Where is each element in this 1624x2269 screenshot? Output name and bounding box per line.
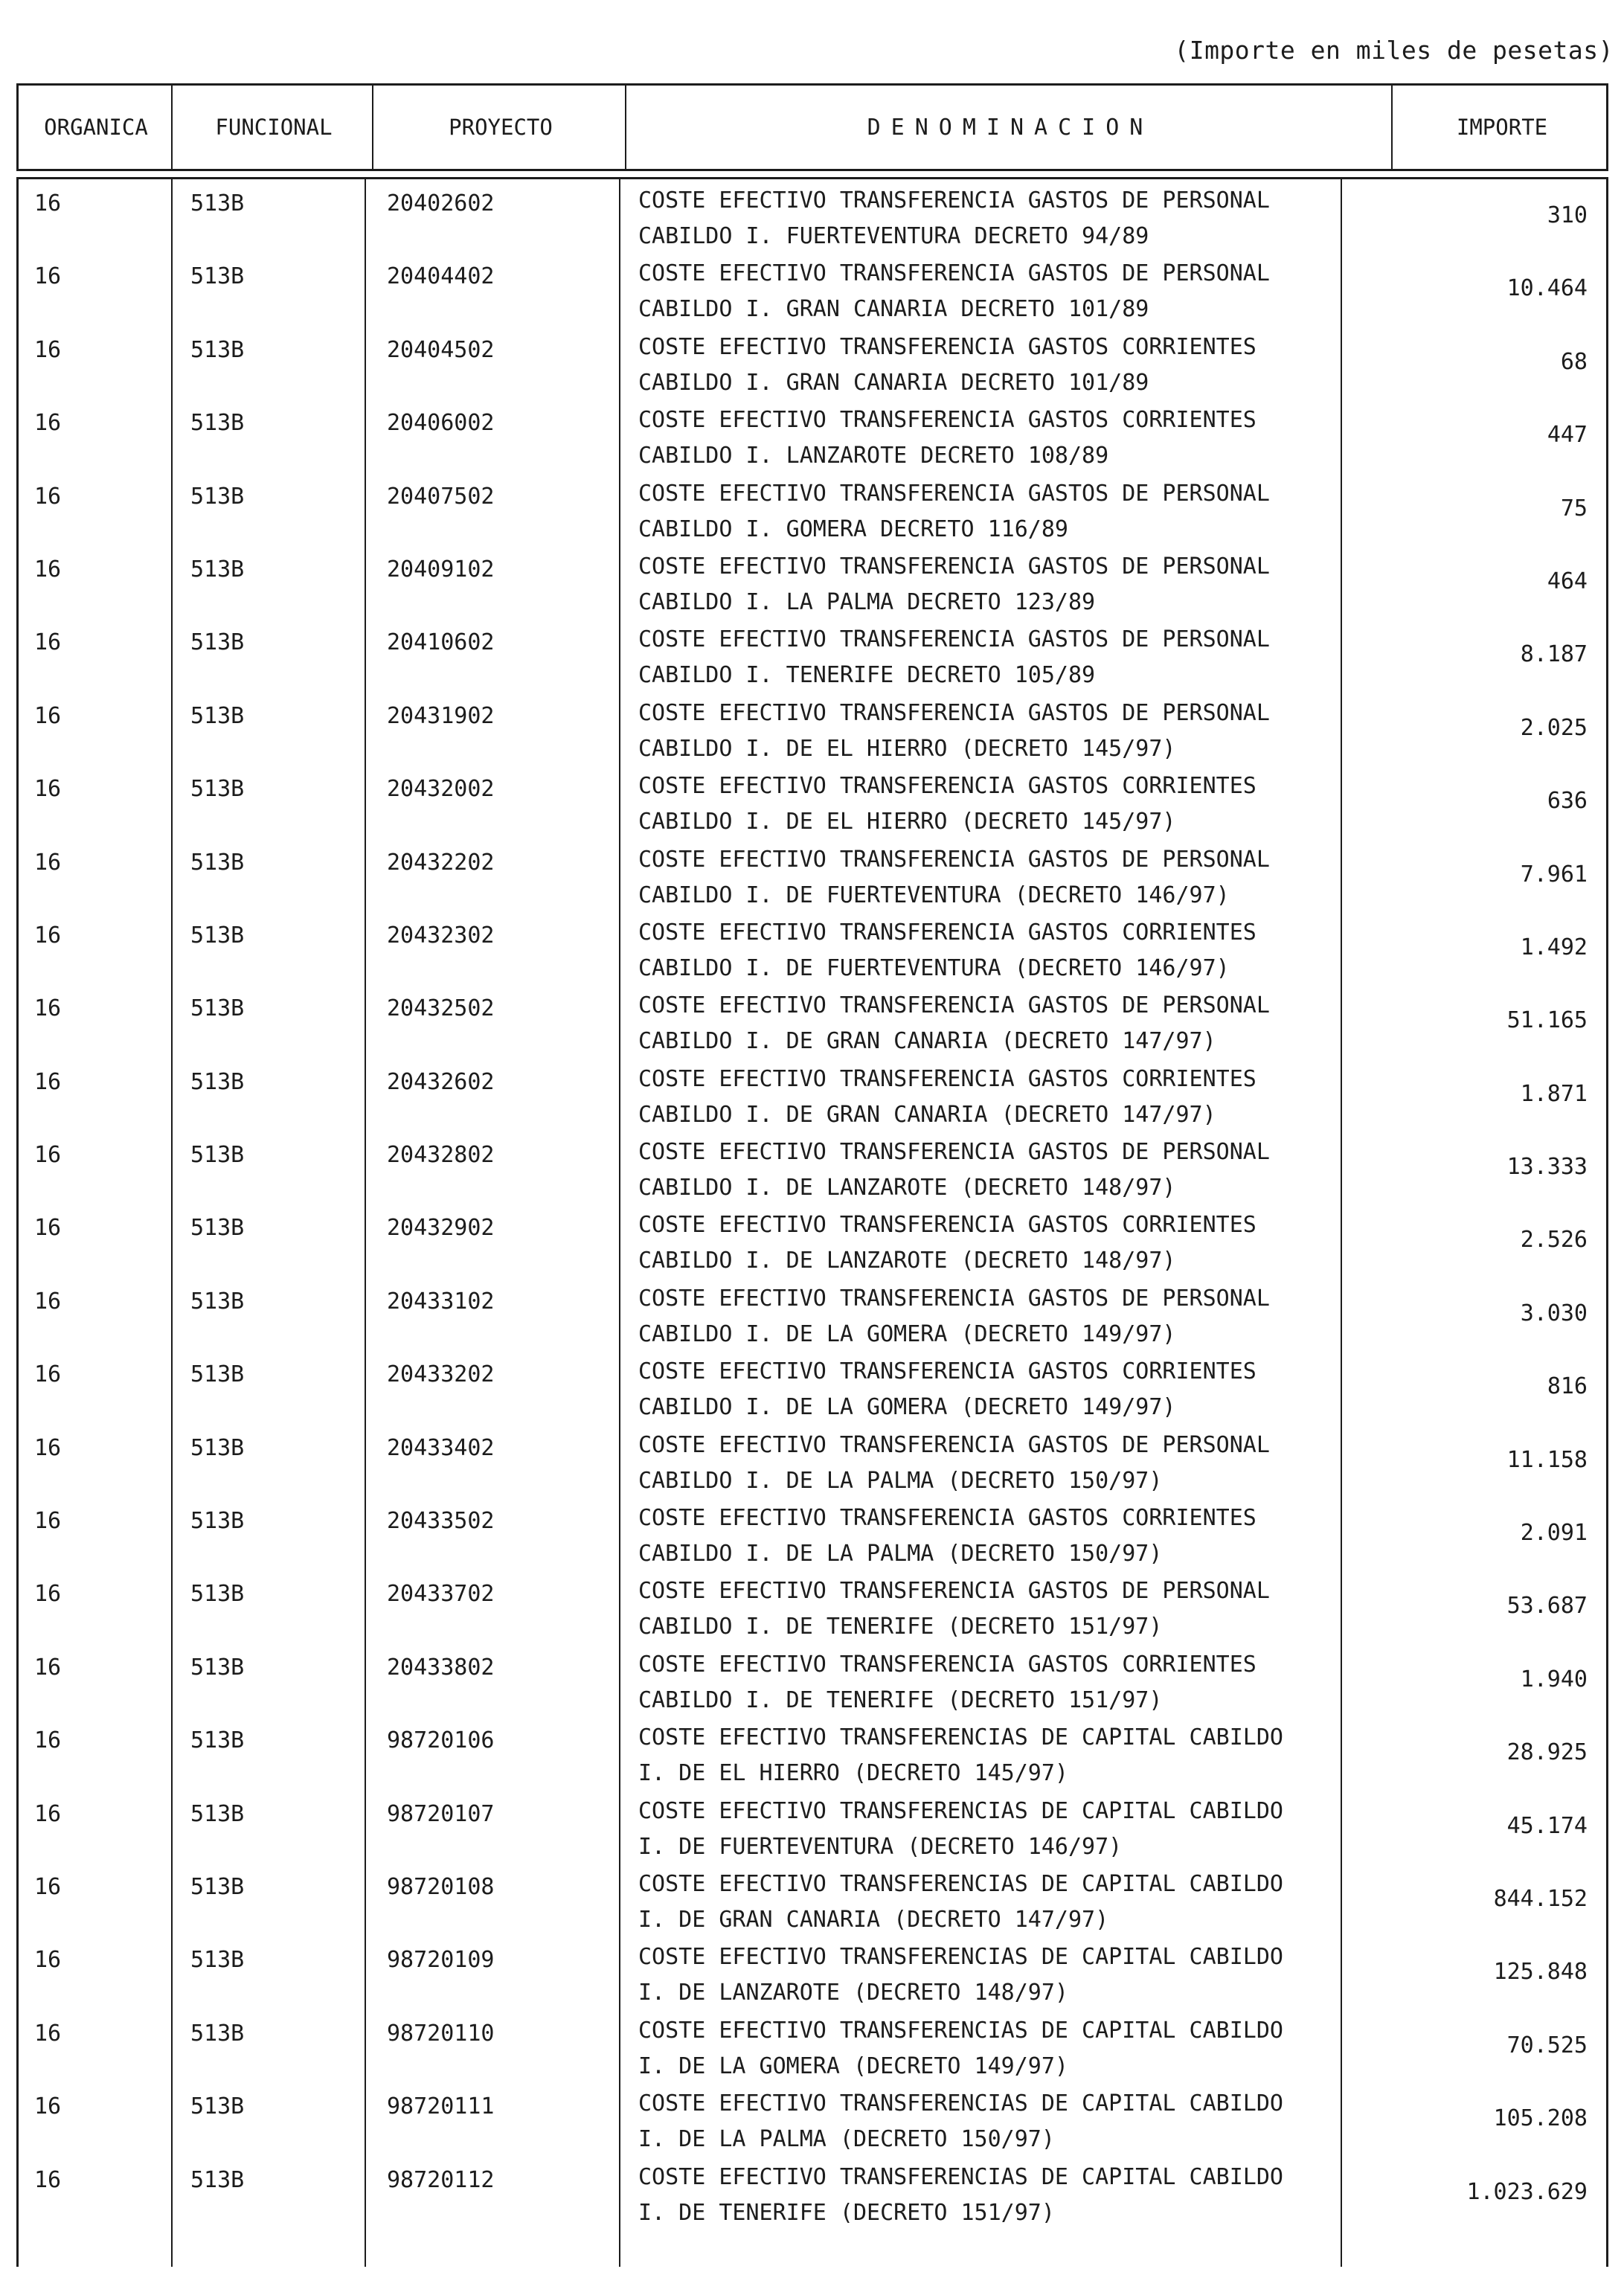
cell-importe: 3.030 xyxy=(1520,1300,1588,1326)
table-row xyxy=(16,473,1608,546)
cell-funcional: 513B xyxy=(190,1581,245,1608)
cell-proyecto: 98720107 xyxy=(387,1800,495,1827)
cell-denominacion-line1: COSTE EFECTIVO TRANSFERENCIA GASTOS DE PERSONAL xyxy=(638,553,1270,580)
table-row xyxy=(16,327,1608,399)
cell-importe: 70.525 xyxy=(1506,2032,1588,2058)
table-row xyxy=(16,2010,1608,2083)
cell-denominacion-line2: CABILDO I. DE EL HIERRO (DECRETO 145/97) xyxy=(638,809,1176,835)
header-funcional: FUNCIONAL xyxy=(215,115,333,140)
cell-funcional: 513B xyxy=(190,1361,245,1388)
cell-proyecto: 98720111 xyxy=(387,2093,495,2120)
cell-organica: 16 xyxy=(34,1434,62,1461)
cell-denominacion-line2: I. DE LA PALMA (DECRETO 150/97) xyxy=(638,2126,1055,2153)
cell-denominacion-line2: CABILDO I. DE TENERIFE (DECRETO 151/97) xyxy=(638,1686,1163,1713)
cell-importe: 53.687 xyxy=(1506,1593,1588,1620)
cell-denominacion-line1: COSTE EFECTIVO TRANSFERENCIA GASTOS CORRIENTES xyxy=(638,1505,1256,1532)
cell-proyecto: 98720110 xyxy=(387,2020,495,2047)
cell-denominacion-line1: COSTE EFECTIVO TRANSFERENCIA GASTOS DE PERSONAL xyxy=(638,1431,1270,1458)
cell-proyecto: 20432502 xyxy=(387,995,495,1022)
cell-organica: 16 xyxy=(34,995,62,1022)
cell-importe: 1.023.629 xyxy=(1466,2178,1588,2205)
cell-denominacion-line1: COSTE EFECTIVO TRANSFERENCIAS DE CAPITAL CABILDO xyxy=(638,2017,1283,2044)
cell-proyecto: 20406002 xyxy=(387,410,495,437)
cell-proyecto: 98720106 xyxy=(387,1727,495,1754)
cell-importe: 125.848 xyxy=(1493,1959,1588,1986)
cell-denominacion-line1: COSTE EFECTIVO TRANSFERENCIA GASTOS DE PERSONAL xyxy=(638,187,1270,214)
table-row xyxy=(16,1936,1608,2009)
cell-funcional: 513B xyxy=(190,1288,245,1315)
cell-proyecto: 20433502 xyxy=(387,1508,495,1535)
cell-denominacion-line1: COSTE EFECTIVO TRANSFERENCIA GASTOS DE PERSONAL xyxy=(638,1285,1270,1312)
cell-funcional: 513B xyxy=(190,1142,245,1169)
cell-organica: 16 xyxy=(34,1873,62,1900)
cell-denominacion-line2: CABILDO I. DE EL HIERRO (DECRETO 145/97) xyxy=(638,735,1176,762)
cell-organica: 16 xyxy=(34,483,62,510)
header-importe: IMPORTE xyxy=(1456,115,1548,140)
cell-denominacion-line2: CABILDO I. DE LANZAROTE (DECRETO 148/97) xyxy=(638,1248,1176,1274)
cell-denominacion-line1: COSTE EFECTIVO TRANSFERENCIA GASTOS DE PERSONAL xyxy=(638,480,1270,507)
cell-organica: 16 xyxy=(34,1727,62,1754)
cell-denominacion-line1: COSTE EFECTIVO TRANSFERENCIAS DE CAPITAL CABILDO xyxy=(638,1870,1283,1897)
table-row xyxy=(16,546,1608,619)
cell-organica: 16 xyxy=(34,1654,62,1681)
cell-denominacion-line1: COSTE EFECTIVO TRANSFERENCIA GASTOS DE PERSONAL xyxy=(638,1578,1270,1605)
cell-proyecto: 20410602 xyxy=(387,629,495,656)
header-denominacion: DENOMINACION xyxy=(867,114,1154,141)
table-row xyxy=(16,1059,1608,1132)
cell-funcional: 513B xyxy=(190,2093,245,2120)
cell-denominacion-line1: COSTE EFECTIVO TRANSFERENCIAS DE CAPITAL CABILDO xyxy=(638,2163,1283,2190)
header-proyecto: PROYECTO xyxy=(449,115,553,140)
cell-funcional: 513B xyxy=(190,922,245,949)
cell-proyecto: 20432002 xyxy=(387,776,495,803)
cell-denominacion-line1: COSTE EFECTIVO TRANSFERENCIA GASTOS DE PERSONAL xyxy=(638,846,1270,873)
header-divider xyxy=(625,83,626,171)
table-header xyxy=(16,83,1608,171)
cell-importe: 2.526 xyxy=(1520,1227,1588,1254)
cell-importe: 51.165 xyxy=(1506,1007,1588,1034)
cell-denominacion-line2: CABILDO I. LA PALMA DECRETO 123/89 xyxy=(638,588,1096,615)
cell-organica: 16 xyxy=(34,1947,62,1974)
cell-proyecto: 20433202 xyxy=(387,1361,495,1388)
cell-denominacion-line2: CABILDO I. DE TENERIFE (DECRETO 151/97) xyxy=(638,1614,1163,1640)
cell-organica: 16 xyxy=(34,410,62,437)
cell-organica: 16 xyxy=(34,629,62,656)
cell-funcional: 513B xyxy=(190,776,245,803)
cell-funcional: 513B xyxy=(190,263,245,290)
cell-funcional: 513B xyxy=(190,1068,245,1095)
cell-importe: 7.961 xyxy=(1520,861,1588,888)
table-row xyxy=(16,180,1608,253)
cell-importe: 310 xyxy=(1547,202,1588,228)
cell-denominacion-line1: COSTE EFECTIVO TRANSFERENCIAS DE CAPITAL CABILDO xyxy=(638,1724,1283,1751)
cell-denominacion-line2: I. DE FUERTEVENTURA (DECRETO 146/97) xyxy=(638,1833,1123,1860)
cell-denominacion-line1: COSTE EFECTIVO TRANSFERENCIA GASTOS DE PERSONAL xyxy=(638,699,1270,726)
cell-organica: 16 xyxy=(34,1215,62,1242)
cell-organica: 16 xyxy=(34,2093,62,2120)
cell-importe: 816 xyxy=(1547,1373,1588,1400)
table-row xyxy=(16,1204,1608,1277)
cell-funcional: 513B xyxy=(190,629,245,656)
cell-importe: 1.492 xyxy=(1520,934,1588,960)
cell-denominacion-line2: CABILDO I. DE GRAN CANARIA (DECRETO 147/97) xyxy=(638,1101,1216,1128)
cell-funcional: 513B xyxy=(190,2020,245,2047)
cell-proyecto: 20404402 xyxy=(387,263,495,290)
cell-denominacion-line2: CABILDO I. DE LA GOMERA (DECRETO 149/97) xyxy=(638,1394,1176,1421)
table-row xyxy=(16,619,1608,692)
cell-denominacion-line2: CABILDO I. DE LANZAROTE (DECRETO 148/97) xyxy=(638,1175,1176,1201)
cell-denominacion-line1: COSTE EFECTIVO TRANSFERENCIAS DE CAPITAL CABILDO xyxy=(638,2090,1283,2117)
cell-denominacion-line1: COSTE EFECTIVO TRANSFERENCIA GASTOS CORRIENTES xyxy=(638,1358,1256,1385)
cell-organica: 16 xyxy=(34,2166,62,2193)
cell-organica: 16 xyxy=(34,556,62,583)
table-row xyxy=(16,399,1608,472)
table-row xyxy=(16,253,1608,326)
cell-funcional: 513B xyxy=(190,849,245,876)
cell-organica: 16 xyxy=(34,922,62,949)
cell-proyecto: 20431902 xyxy=(387,702,495,729)
cell-organica: 16 xyxy=(34,1361,62,1388)
cell-funcional: 513B xyxy=(190,336,245,363)
table-row xyxy=(16,1132,1608,1204)
cell-importe: 464 xyxy=(1547,568,1588,594)
cell-denominacion-line1: COSTE EFECTIVO TRANSFERENCIA GASTOS DE PERSONAL xyxy=(638,1139,1270,1166)
table-row xyxy=(16,1351,1608,1424)
table-row xyxy=(16,1570,1608,1643)
table-row xyxy=(16,2083,1608,2156)
cell-importe: 1.940 xyxy=(1520,1666,1588,1692)
cell-importe: 68 xyxy=(1560,348,1588,375)
cell-importe: 45.174 xyxy=(1506,1812,1588,1839)
cell-proyecto: 98720108 xyxy=(387,1873,495,1900)
cell-proyecto: 20432302 xyxy=(387,922,495,949)
table-row xyxy=(16,985,1608,1058)
cell-funcional: 513B xyxy=(190,556,245,583)
cell-importe: 1.871 xyxy=(1520,1080,1588,1107)
cell-denominacion-line1: COSTE EFECTIVO TRANSFERENCIAS DE CAPITAL CABILDO xyxy=(638,1944,1283,1971)
cell-funcional: 513B xyxy=(190,1873,245,1900)
cell-funcional: 513B xyxy=(190,702,245,729)
cell-denominacion-line2: CABILDO I. DE LA GOMERA (DECRETO 149/97) xyxy=(638,1320,1176,1347)
cell-organica: 16 xyxy=(34,336,62,363)
cell-denominacion-line2: CABILDO I. DE FUERTEVENTURA (DECRETO 146/97) xyxy=(638,882,1230,908)
table-row xyxy=(16,1791,1608,1864)
cell-denominacion-line2: CABILDO I. GRAN CANARIA DECRETO 101/89 xyxy=(638,369,1149,396)
cell-denominacion-line2: CABILDO I. LANZAROTE DECRETO 108/89 xyxy=(638,443,1109,469)
cell-proyecto: 98720112 xyxy=(387,2166,495,2193)
cell-proyecto: 20433102 xyxy=(387,1288,495,1315)
cell-importe: 2.091 xyxy=(1520,1520,1588,1547)
cell-denominacion-line1: COSTE EFECTIVO TRANSFERENCIAS DE CAPITAL CABILDO xyxy=(638,1797,1283,1824)
cell-funcional: 513B xyxy=(190,995,245,1022)
cell-proyecto: 20432602 xyxy=(387,1068,495,1095)
cell-proyecto: 20404502 xyxy=(387,336,495,363)
header-divider xyxy=(1391,83,1393,171)
cell-denominacion-line1: COSTE EFECTIVO TRANSFERENCIA GASTOS DE PERSONAL xyxy=(638,260,1270,287)
cell-denominacion-line2: I. DE LANZAROTE (DECRETO 148/97) xyxy=(638,1980,1068,2006)
table-row xyxy=(16,1498,1608,1570)
cell-importe: 8.187 xyxy=(1520,641,1588,668)
table-row xyxy=(16,1278,1608,1351)
cell-importe: 844.152 xyxy=(1493,1885,1588,1912)
cell-organica: 16 xyxy=(34,190,62,216)
cell-denominacion-line2: CABILDO I. TENERIFE DECRETO 105/89 xyxy=(638,662,1096,689)
table-row xyxy=(16,839,1608,912)
cell-importe: 75 xyxy=(1560,495,1588,521)
cell-proyecto: 20433402 xyxy=(387,1434,495,1461)
cell-funcional: 513B xyxy=(190,410,245,437)
cell-denominacion-line2: CABILDO I. FUERTEVENTURA DECRETO 94/89 xyxy=(638,223,1149,249)
cell-funcional: 513B xyxy=(190,190,245,216)
cell-importe: 10.464 xyxy=(1506,275,1588,302)
table-row xyxy=(16,1644,1608,1717)
cell-proyecto: 98720109 xyxy=(387,1947,495,1974)
cell-funcional: 513B xyxy=(190,2166,245,2193)
table-body xyxy=(16,180,1608,2230)
cell-denominacion-line1: COSTE EFECTIVO TRANSFERENCIA GASTOS DE PERSONAL xyxy=(638,626,1270,653)
cell-organica: 16 xyxy=(34,1142,62,1169)
cell-organica: 16 xyxy=(34,776,62,803)
cell-funcional: 513B xyxy=(190,1654,245,1681)
currency-note: (Importe en miles de pesetas) xyxy=(1174,36,1614,65)
header-divider xyxy=(171,83,173,171)
table-row xyxy=(16,912,1608,985)
cell-importe: 11.158 xyxy=(1506,1446,1588,1473)
cell-organica: 16 xyxy=(34,2020,62,2047)
cell-denominacion-line2: CABILDO I. DE FUERTEVENTURA (DECRETO 146/97) xyxy=(638,954,1230,981)
cell-denominacion-line2: I. DE LA GOMERA (DECRETO 149/97) xyxy=(638,2053,1068,2079)
cell-organica: 16 xyxy=(34,1581,62,1608)
cell-importe: 2.025 xyxy=(1520,714,1588,741)
cell-proyecto: 20409102 xyxy=(387,556,495,583)
cell-denominacion-line1: COSTE EFECTIVO TRANSFERENCIA GASTOS CORRIENTES xyxy=(638,407,1256,434)
cell-denominacion-line2: CABILDO I. DE LA PALMA (DECRETO 150/97) xyxy=(638,1541,1163,1567)
table-row xyxy=(16,1425,1608,1498)
cell-denominacion-line2: I. DE EL HIERRO (DECRETO 145/97) xyxy=(638,1760,1068,1787)
cell-organica: 16 xyxy=(34,849,62,876)
cell-proyecto: 20433702 xyxy=(387,1581,495,1608)
cell-proyecto: 20432902 xyxy=(387,1215,495,1242)
cell-funcional: 513B xyxy=(190,483,245,510)
cell-organica: 16 xyxy=(34,263,62,290)
cell-denominacion-line1: COSTE EFECTIVO TRANSFERENCIA GASTOS CORRIENTES xyxy=(638,919,1256,946)
cell-proyecto: 20433802 xyxy=(387,1654,495,1681)
cell-denominacion-line2: CABILDO I. DE LA PALMA (DECRETO 150/97) xyxy=(638,1467,1163,1494)
cell-denominacion-line2: I. DE GRAN CANARIA (DECRETO 147/97) xyxy=(638,1906,1109,1933)
table-row xyxy=(16,2157,1608,2230)
cell-funcional: 513B xyxy=(190,1215,245,1242)
cell-importe: 447 xyxy=(1547,422,1588,449)
cell-denominacion-line1: COSTE EFECTIVO TRANSFERENCIA GASTOS CORRIENTES xyxy=(638,1065,1256,1092)
cell-denominacion-line2: I. DE TENERIFE (DECRETO 151/97) xyxy=(638,2199,1055,2226)
header-organica: ORGANICA xyxy=(44,115,148,140)
cell-organica: 16 xyxy=(34,1288,62,1315)
cell-denominacion-line2: CABILDO I. DE GRAN CANARIA (DECRETO 147/97) xyxy=(638,1028,1216,1055)
cell-importe: 28.925 xyxy=(1506,1739,1588,1766)
cell-denominacion-line2: CABILDO I. GOMERA DECRETO 116/89 xyxy=(638,516,1068,542)
cell-proyecto: 20407502 xyxy=(387,483,495,510)
cell-organica: 16 xyxy=(34,1068,62,1095)
cell-denominacion-line2: CABILDO I. GRAN CANARIA DECRETO 101/89 xyxy=(638,296,1149,323)
cell-organica: 16 xyxy=(34,1508,62,1535)
cell-funcional: 513B xyxy=(190,1508,245,1535)
cell-denominacion-line1: COSTE EFECTIVO TRANSFERENCIA GASTOS CORRIENTES xyxy=(638,773,1256,800)
cell-importe: 13.333 xyxy=(1506,1154,1588,1181)
cell-funcional: 513B xyxy=(190,1434,245,1461)
cell-organica: 16 xyxy=(34,1800,62,1827)
cell-importe: 105.208 xyxy=(1493,2105,1588,2132)
cell-funcional: 513B xyxy=(190,1947,245,1974)
budget-table xyxy=(16,83,1608,2267)
table-row xyxy=(16,766,1608,838)
cell-denominacion-line1: COSTE EFECTIVO TRANSFERENCIA GASTOS CORRIENTES xyxy=(638,1651,1256,1678)
cell-funcional: 513B xyxy=(190,1800,245,1827)
cell-denominacion-line1: COSTE EFECTIVO TRANSFERENCIA GASTOS CORRIENTES xyxy=(638,333,1256,360)
table-row xyxy=(16,1864,1608,1936)
cell-denominacion-line1: COSTE EFECTIVO TRANSFERENCIA GASTOS DE PERSONAL xyxy=(638,992,1270,1019)
header-divider xyxy=(372,83,373,171)
cell-denominacion-line1: COSTE EFECTIVO TRANSFERENCIA GASTOS CORRIENTES xyxy=(638,1212,1256,1239)
cell-proyecto: 20432202 xyxy=(387,849,495,876)
cell-importe: 636 xyxy=(1547,788,1588,815)
cell-funcional: 513B xyxy=(190,1727,245,1754)
cell-organica: 16 xyxy=(34,702,62,729)
table-row xyxy=(16,1717,1608,1790)
table-row xyxy=(16,693,1608,766)
cell-proyecto: 20402602 xyxy=(387,190,495,216)
cell-proyecto: 20432802 xyxy=(387,1142,495,1169)
